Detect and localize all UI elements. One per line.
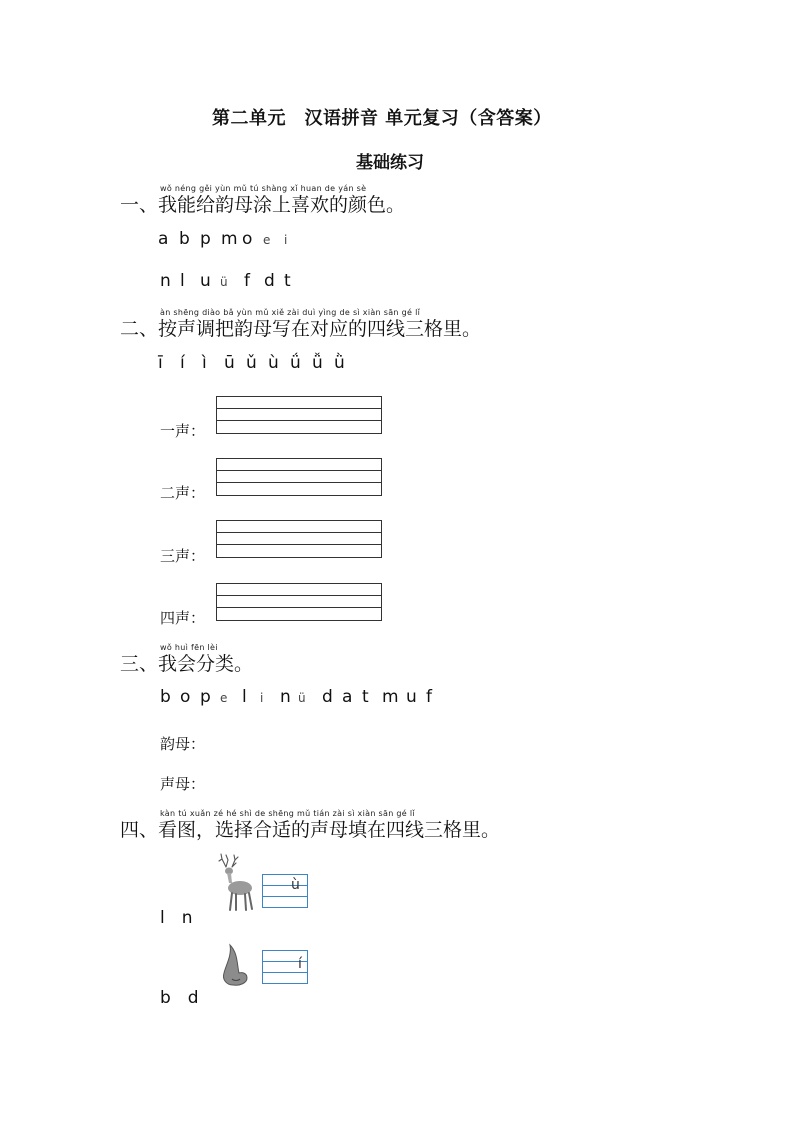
tone-letter: ì	[202, 353, 207, 373]
q1-row1	[158, 229, 305, 249]
tone-letter: ū	[224, 353, 235, 373]
tone-letter: ǚ	[312, 353, 323, 373]
letter: p	[200, 229, 211, 249]
letter: l	[242, 687, 247, 707]
four-line-grid-tone4[interactable]	[216, 583, 382, 621]
deer-icon	[218, 853, 256, 913]
letter: o	[242, 229, 253, 249]
letter: u	[200, 271, 211, 291]
tone-letter: ǔ	[246, 353, 257, 373]
q2-tones	[158, 353, 356, 373]
letter: l	[180, 271, 185, 291]
letter: d	[264, 271, 275, 291]
tone-letter: ī	[158, 353, 163, 373]
letter: i	[284, 233, 288, 247]
letter: d	[322, 687, 333, 707]
tone2-label: 二声：	[160, 484, 206, 502]
tone3-label: 三声：	[160, 547, 206, 565]
q3-letters	[160, 687, 446, 707]
q1-row2	[160, 271, 304, 291]
page-title: 第二单元 汉语拼音 单元复习（含答案）	[212, 108, 552, 129]
letter: f	[244, 271, 250, 291]
four-line-grid-tone2[interactable]	[216, 458, 382, 496]
tone4-label: 四声：	[160, 609, 206, 627]
nose-icon	[220, 943, 250, 989]
letter: a	[342, 687, 353, 707]
q4-item1-final: ù	[291, 877, 300, 893]
q2-text: 二、按声调把韵母写在对应的四线三格里。	[120, 318, 482, 340]
letter: ü	[298, 691, 306, 705]
blue-four-line-grid-2[interactable]	[262, 950, 308, 984]
tone-letter: ǘ	[290, 353, 301, 373]
q4-item2-final: í	[298, 956, 302, 972]
letter: m	[221, 229, 238, 249]
tone-letter: ǜ	[334, 353, 345, 373]
letter: u	[406, 687, 417, 707]
letter: ü	[220, 275, 228, 289]
q4-text: 四、看图，选择合适的声母填在四线三格里。	[120, 819, 501, 841]
letter: b	[160, 687, 171, 707]
q3-pinyin: wǒ huì fēn lèi	[160, 643, 218, 652]
letter: t	[362, 687, 369, 707]
blue-four-line-grid-1[interactable]	[262, 874, 308, 908]
page-subtitle: 基础练习	[356, 153, 424, 173]
letter: e	[220, 691, 228, 705]
letter: i	[260, 691, 264, 705]
q4-pinyin: kàn tú xuǎn zé hé shì de shēng mǔ tián zài sì xiàn sān gé lǐ	[160, 809, 415, 818]
letter: p	[200, 687, 211, 707]
letter: f	[426, 687, 432, 707]
q3-text: 三、我会分类。	[120, 653, 254, 675]
tone-letter: í	[180, 353, 185, 373]
letter: b	[179, 229, 190, 249]
four-line-grid-tone1[interactable]	[216, 396, 382, 434]
letter: n	[160, 271, 171, 291]
tone1-label: 一声：	[160, 422, 206, 440]
letter: n	[280, 687, 291, 707]
letter: t	[284, 271, 291, 291]
letter: a	[158, 229, 169, 249]
letter: e	[263, 233, 271, 247]
q1-pinyin: wǒ néng gěi yùn mǔ tú shàng xǐ huan de yán sè	[160, 184, 367, 193]
letter: o	[180, 687, 191, 707]
yunmu-label: 韵母：	[160, 735, 206, 753]
shengmu-label: 声母：	[160, 775, 206, 793]
q2-pinyin: àn shēng diào bǎ yùn mǔ xiě zài duì yìng de sì xiàn sān gé lǐ	[160, 308, 421, 317]
q1-text: 一、我能给韵母涂上喜欢的颜色。	[120, 194, 406, 216]
letter: m	[382, 687, 399, 707]
q4-item1-options: l n	[160, 908, 193, 928]
four-line-grid-tone3[interactable]	[216, 520, 382, 558]
q4-item2-options: b d	[160, 988, 199, 1008]
tone-letter: ù	[268, 353, 279, 373]
